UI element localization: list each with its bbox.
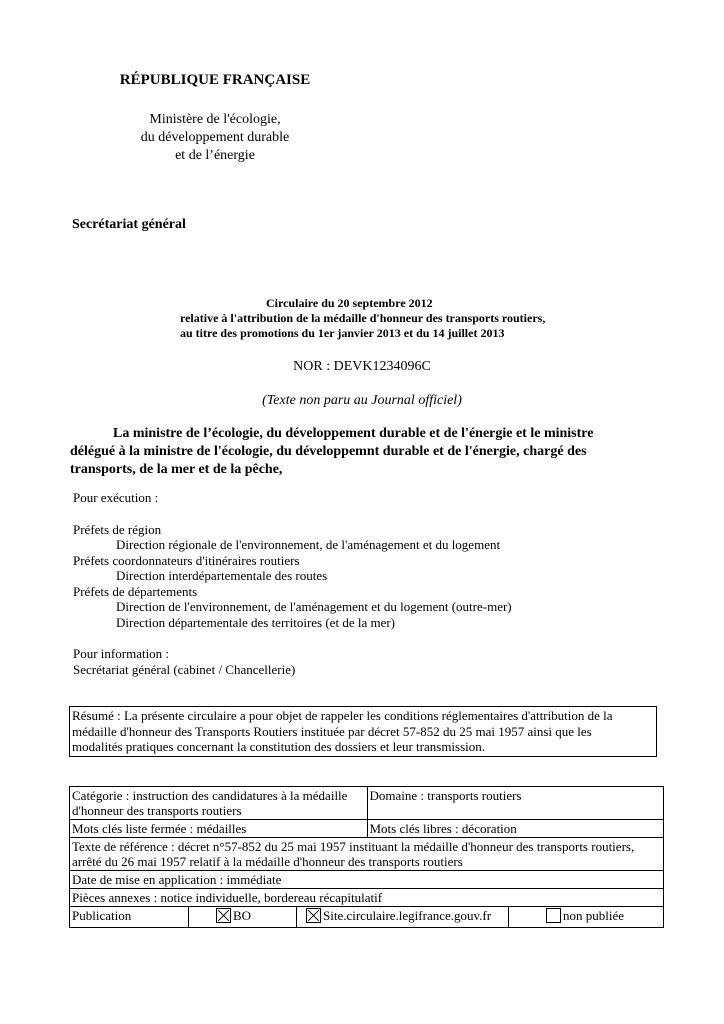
reference-text-cell: Texte de référence : décret n°57-852 du 25 mai 1957 instituant la médaille d'honneur des transports routiers, arrêté du 26 mai 1957 relatif à la médaille d'honneur des transports routiers <box>70 838 664 871</box>
republique-header: RÉPUBLIQUE FRANÇAISE <box>119 72 311 88</box>
option-label-non-publiee: non publiée <box>563 908 625 923</box>
addressee-intro <box>70 425 660 479</box>
keywords-closed-cell: Mots clés liste fermée : médailles <box>70 820 368 838</box>
recipient-prefets-dep: Préfets de départements <box>73 583 198 599</box>
circular-title-line: au titre des promotions du 1er janvier 2013 et du 14 juillet 2013 <box>180 326 505 340</box>
intro-line: transports, de la mer et de la pêche, <box>70 462 283 477</box>
publication-note: (Texte non paru au Journal officiel) <box>262 393 462 408</box>
checkbox-checked-icon[interactable] <box>306 908 321 923</box>
table-row <box>70 787 664 820</box>
checkbox-empty-icon[interactable] <box>546 908 561 923</box>
publication-option-non-publiee[interactable] <box>509 907 663 927</box>
intro-line: délégué à la ministre de l'écologie, du développemnt durable et de l'énergie, chargé des <box>70 444 587 459</box>
annexes-cell: Pièces annexes : notice individuelle, bordereau récapitulatif <box>70 889 664 907</box>
publication-option-bo[interactable] <box>189 907 297 927</box>
ministry-line: et de l’énergie <box>175 148 255 163</box>
recipient-ddt: Direction départementale des territoires (et de la mer) <box>116 614 396 630</box>
checkbox-checked-icon[interactable] <box>216 908 231 923</box>
domain-cell: Domaine : transports routiers <box>367 787 664 820</box>
recipient-dreal: Direction régionale de l'environnement, de l'aménagement et du logement <box>116 537 501 552</box>
application-date-cell: Date de mise en application : immédiate <box>70 871 664 889</box>
information-recipient: Secrétariat général (cabinet / Chancellerie) <box>73 661 296 677</box>
publication-option-site[interactable] <box>297 907 509 927</box>
ministry-line: Ministère de l'écologie, <box>149 112 281 127</box>
ministry-name <box>110 111 320 165</box>
category-cell: Catégorie : instruction des candidatures à la médaille d'honneur des transports routiers <box>70 787 368 820</box>
option-label-site: Site.circulaire.legifrance.gouv.fr <box>323 908 492 923</box>
publication-cell <box>70 907 664 928</box>
table-row <box>70 907 664 928</box>
table-row <box>70 838 664 871</box>
recipient-prefets-region: Préfets de région <box>73 521 162 537</box>
intro-line: La ministre de l’écologie, du développement durable et de l'énergie et le ministre <box>113 426 594 441</box>
summary-line: modalités pratiques concernant la constitution des dossiers et leur transmission. <box>72 739 486 754</box>
table-row <box>70 820 664 838</box>
recipients-block <box>73 490 512 677</box>
recipient-dir: Direction interdépartementale des routes <box>116 568 328 583</box>
information-label: Pour information : <box>73 646 170 661</box>
summary-line: Résumé : La présente circulaire a pour objet de rappeler les conditions réglementaires d'attribution de la <box>72 708 613 723</box>
nor-reference: NOR : DEVK1234096C <box>293 359 431 374</box>
summary-box <box>69 706 657 757</box>
recipient-prefets-coord: Préfets coordonnateurs d'itinéraires routiers <box>73 552 300 568</box>
publication-label: Publication <box>70 907 189 927</box>
metadata-table <box>69 786 664 928</box>
keywords-free-cell: Mots clés libres : décoration <box>367 820 664 838</box>
circular-title-line: Circulaire du 20 septembre 2012 <box>266 296 433 310</box>
table-row <box>70 871 664 889</box>
table-row <box>70 889 664 907</box>
secretariat-heading: Secrétariat général <box>72 217 186 232</box>
summary-line: médaille d'honneur des Transports Routiers instituée par décret 57-852 du 25 mai 1957 ainsi que les <box>72 723 592 739</box>
recipient-deal: Direction de l'environnement, de l'aménagement et du logement (outre-mer) <box>116 599 512 614</box>
execution-label: Pour exécution : <box>73 490 159 505</box>
ministry-line: du développement durable <box>140 130 290 145</box>
circular-title-line: relative à l'attribution de la médaille d'honneur des transports routiers, <box>180 311 546 325</box>
option-label-bo: BO <box>233 908 252 923</box>
circular-title <box>180 296 600 341</box>
